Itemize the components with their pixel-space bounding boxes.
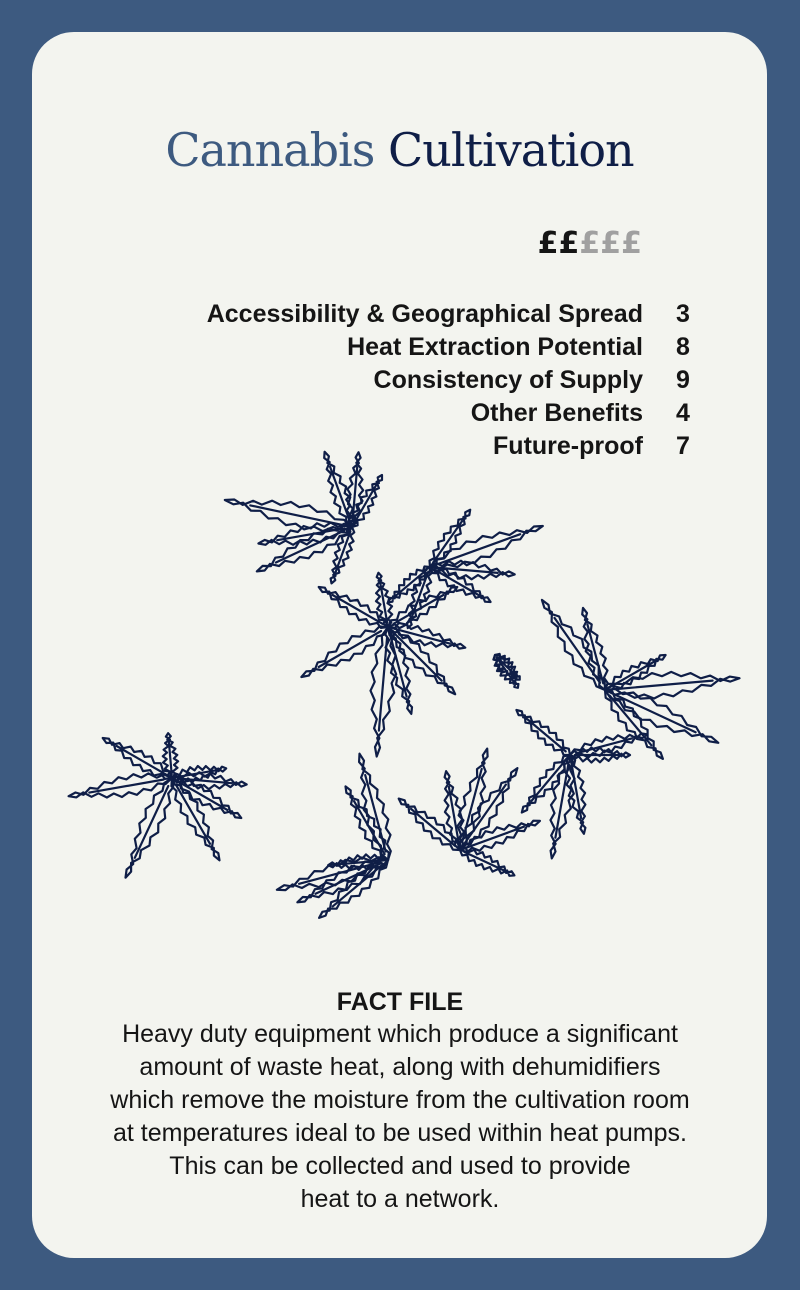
fact-file-line: heat to a network.	[300, 1185, 500, 1213]
stats-list	[207, 298, 695, 463]
fact-file-line: at temperatures ideal to be used within heat pumps.	[113, 1119, 687, 1147]
card-title-part1: Cannabis	[165, 123, 375, 177]
card-title-part2: Cultivation	[388, 123, 634, 177]
stat-value: 4	[676, 399, 690, 427]
stat-row	[207, 364, 695, 397]
fact-file-line: amount of waste heat, along with dehumidifiers	[139, 1053, 661, 1081]
stat-label: Future-proof	[493, 432, 643, 460]
fact-file-line: This can be collected and used to provide	[169, 1152, 631, 1180]
stat-value: 8	[676, 333, 690, 361]
stat-row	[207, 331, 695, 364]
fact-file-heading: FACT FILE	[336, 988, 464, 1016]
stat-row	[207, 397, 695, 430]
fact-file-line: which remove the moisture from the cultivation room	[110, 1086, 690, 1114]
stat-label: Other Benefits	[470, 399, 643, 427]
cost-filled: ££	[537, 226, 580, 261]
stat-label: Accessibility & Geographical Spread	[206, 300, 643, 328]
stat-value: 3	[676, 300, 690, 328]
stat-row	[207, 430, 695, 463]
fact-file-text	[60, 1018, 740, 1216]
cost-rating	[538, 224, 642, 264]
stat-row	[207, 298, 695, 331]
stat-label: Consistency of Supply	[373, 366, 643, 394]
stat-value: 9	[676, 366, 690, 394]
cost-empty: £££	[579, 226, 642, 261]
stat-label: Heat Extraction Potential	[347, 333, 643, 361]
card-title	[32, 120, 767, 180]
stat-value: 7	[676, 432, 690, 460]
fact-file-line: Heavy duty equipment which produce a significant	[122, 1020, 678, 1048]
